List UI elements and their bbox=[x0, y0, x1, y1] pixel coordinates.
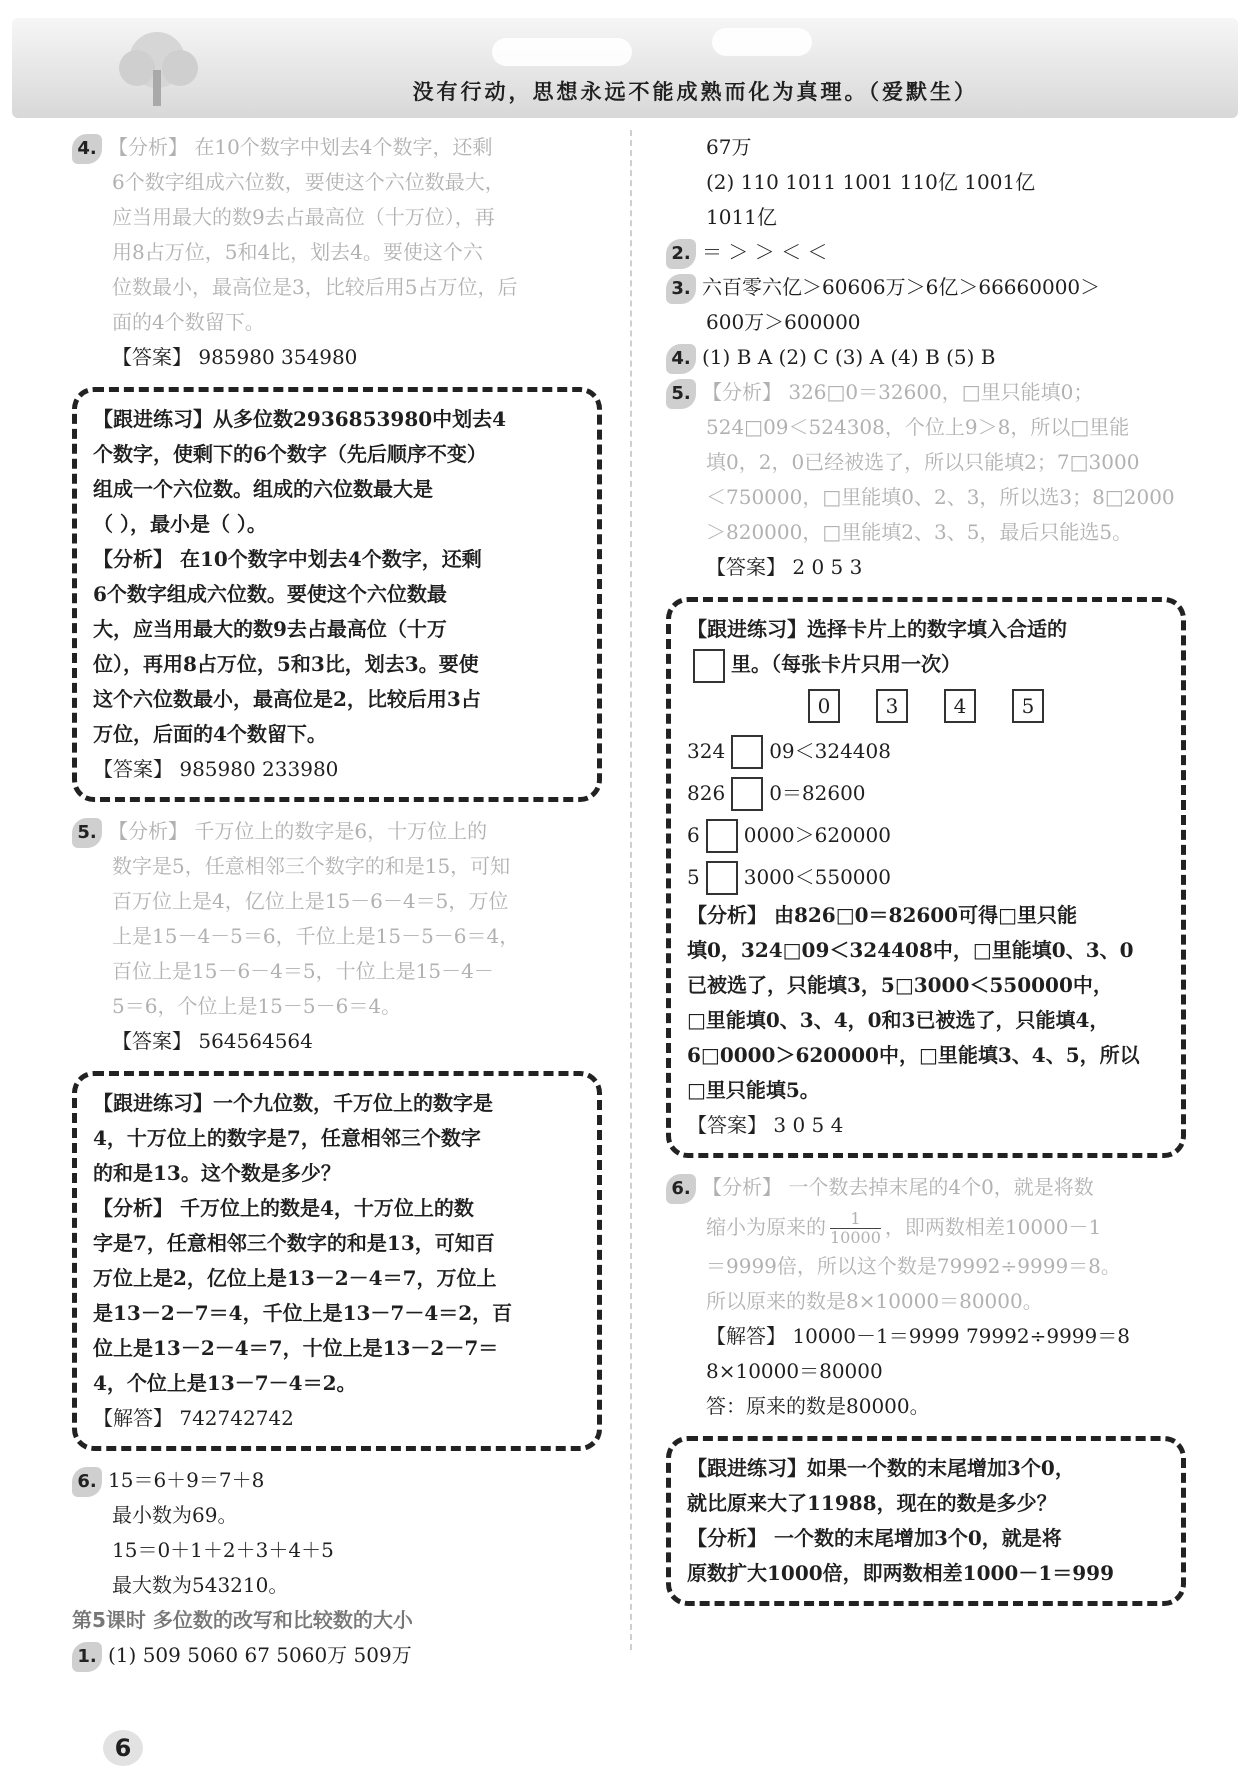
solution-line: 答：原来的数是80000。 bbox=[706, 1393, 930, 1418]
answer-line: 67万 bbox=[706, 135, 752, 159]
row-prefix: 5 bbox=[687, 864, 700, 889]
solution-line: 15＝0＋1＋2＋3＋4＋5 bbox=[112, 1538, 334, 1562]
analysis-line: 【分析】 一个数去掉末尾的4个0，就是将数 bbox=[702, 1174, 1094, 1199]
analysis-line: 万位上是2，亿位上是13－2－4＝7，万位上 bbox=[93, 1266, 497, 1290]
solution-line: 最小数为69。 bbox=[112, 1503, 238, 1527]
question-number: 6. bbox=[72, 1467, 102, 1497]
question-4-block bbox=[72, 130, 602, 375]
cloud-decoration bbox=[712, 28, 812, 56]
answer-line: 600万＞600000 bbox=[706, 310, 861, 334]
answer-line: ＝ ＞ ＞ ＜ ＜ bbox=[702, 240, 828, 264]
analysis-line: ＜750000，□里能填0、2、3，所以选3；8□2000 bbox=[706, 485, 1175, 509]
analysis-line: 用8占万位，5和4比，划去4。要使这个六 bbox=[112, 240, 483, 264]
question-number: 1. bbox=[72, 1642, 102, 1672]
practice-line: 4，十万位上的数字是7，任意相邻三个数字 bbox=[93, 1126, 481, 1150]
analysis-line: 原数扩大1000倍，即两数相差1000－1＝999 bbox=[687, 1560, 1114, 1585]
number-card: 0 bbox=[808, 689, 840, 723]
answer-line: 【答案】 985980 354980 bbox=[112, 345, 358, 369]
question-number: 4. bbox=[666, 344, 696, 374]
analysis-line: 6个数字组成六位数。要使这个六位数最 bbox=[93, 582, 447, 606]
analysis-line: 【分析】 千万位上的数字是6，十万位上的 bbox=[108, 819, 488, 843]
analysis-line: 已被选了，只能填3，5□3000＜550000中， bbox=[687, 972, 1113, 997]
analysis-line: 大，应当用最大的数9去占最高位（十万 bbox=[93, 617, 447, 641]
analysis-line: 位上是13－2－4＝7，十位上是13－2－7＝ bbox=[93, 1336, 499, 1360]
row-suffix: 09＜324408 bbox=[769, 738, 891, 763]
analysis-line: 6□0000＞620000中，□里能填3、4、5，所以 bbox=[687, 1042, 1140, 1067]
question-number: 6. bbox=[666, 1174, 696, 1204]
answer-line: 1011亿 bbox=[706, 205, 777, 229]
blank-box bbox=[731, 735, 763, 769]
right-column bbox=[666, 130, 1186, 1618]
answer-line: 【答案】 564564564 bbox=[112, 1029, 313, 1053]
answer-line: 【解答】 742742742 bbox=[93, 1406, 294, 1430]
analysis-line: 应当用最大的数9去占最高位（十万位），再 bbox=[112, 205, 495, 229]
analysis-line: ，即两数相差10000－1 bbox=[884, 1214, 1102, 1239]
practice-line: 【跟进练习】如果一个数的末尾增加3个0， bbox=[687, 1455, 1075, 1480]
practice-line: 【跟进练习】一个九位数，千万位上的数字是 bbox=[93, 1091, 493, 1115]
page-number: 6 bbox=[103, 1730, 143, 1766]
analysis-line: 4，个位上是13－7－4＝2。 bbox=[93, 1371, 357, 1395]
analysis-line: 百位上是15－6－4＝5，十位上是15－4－ bbox=[112, 959, 494, 983]
analysis-line: 【分析】 在10个数字中划去4个数字，还剩 bbox=[108, 135, 493, 159]
blank-box bbox=[706, 819, 738, 853]
analysis-line: □里只能填5。 bbox=[687, 1077, 820, 1102]
cloud-decoration bbox=[492, 38, 632, 66]
row-prefix: 826 bbox=[687, 780, 726, 805]
question-number: 5. bbox=[666, 379, 696, 409]
question-number: 2. bbox=[666, 239, 696, 269]
practice-line: 就比原来大了11988，现在的数是多少？ bbox=[687, 1490, 1057, 1515]
left-column bbox=[72, 130, 602, 1673]
analysis-line: 5＝6，个位上是15－5－6＝4。 bbox=[112, 994, 402, 1018]
question-6-block bbox=[666, 1170, 1186, 1424]
analysis-line: ＞820000，□里能填2、3、5，最后只能选5。 bbox=[706, 520, 1133, 544]
row-suffix: 0000＞620000 bbox=[743, 822, 891, 847]
answer-line: (1) B A (2) C (3) A (4) B (5) B bbox=[702, 345, 996, 369]
analysis-line: 【分析】 326□0＝32600，□里只能填0； bbox=[702, 380, 1094, 404]
answer-line: 【答案】 3 0 5 4 bbox=[687, 1112, 844, 1137]
analysis-line: 万位，后面的4个数留下。 bbox=[93, 722, 327, 746]
analysis-line: 【分析】 由826□0＝82600可得□里只能 bbox=[687, 902, 1077, 927]
practice-line: （ ），最小是（ ）。 bbox=[93, 512, 267, 536]
analysis-line: 【分析】 一个数的末尾增加3个0，就是将 bbox=[687, 1525, 1062, 1550]
solution-line: 【解答】 10000－1＝9999 79992÷9999＝8 bbox=[706, 1323, 1130, 1348]
blank-box bbox=[731, 777, 763, 811]
answer-line: 六百零六亿＞60606万＞6亿＞66660000＞ bbox=[702, 275, 1101, 299]
row-suffix: 3000＜550000 bbox=[743, 864, 891, 889]
number-card: 5 bbox=[1012, 689, 1044, 723]
practice-line: 里。（每张卡片只用一次） bbox=[731, 652, 961, 676]
analysis-line: 字是7，任意相邻三个数字的和是13，可知百 bbox=[93, 1231, 495, 1255]
analysis-line: 百万位上是4，亿位上是15－6－4＝5，万位 bbox=[112, 889, 509, 913]
header-quote: 没有行动，思想永远不能成熟而化为真理。（爱默生） bbox=[412, 80, 978, 104]
header-banner bbox=[12, 18, 1238, 118]
analysis-line: 位数最小，最高位是3，比较后用5占万位，后 bbox=[112, 275, 518, 299]
analysis-line: 6个数字组成六位数，要使这个六位数最大， bbox=[112, 170, 505, 194]
analysis-line: □里能填0、3、4，0和3已被选了，只能填4， bbox=[687, 1007, 1110, 1032]
follow-up-practice-box bbox=[72, 1071, 602, 1451]
analysis-line: 【分析】 千万位上的数是4，十万位上的数 bbox=[93, 1196, 474, 1220]
analysis-line: 这个六位数最小，最高位是2，比较后用3占 bbox=[93, 687, 481, 711]
practice-line: 个数字，使剩下的6个数字（先后顺序不变） bbox=[93, 442, 487, 466]
solution-line: 最大数为543210。 bbox=[112, 1573, 289, 1597]
answer-line: 【答案】 985980 233980 bbox=[93, 757, 339, 781]
analysis-line: 上是15－4－5＝6，千位上是15－5－6＝4， bbox=[112, 924, 520, 948]
column-divider bbox=[630, 130, 632, 1650]
practice-line: 的和是13。这个数是多少？ bbox=[93, 1161, 341, 1185]
question-number: 3. bbox=[666, 274, 696, 304]
analysis-line: 填0，2，0已经被选了，所以只能填2；7□3000 bbox=[706, 450, 1140, 474]
fraction-numerator: 1 bbox=[850, 1208, 861, 1228]
analysis-line: 524□09＜524308，个位上9＞8，所以□里能 bbox=[706, 415, 1130, 439]
tree-illustration bbox=[102, 30, 212, 110]
row-prefix: 6 bbox=[687, 822, 700, 847]
analysis-line: 是13－2－7＝4，千位上是13－7－4＝2，百 bbox=[93, 1301, 513, 1325]
analysis-line: 面的4个数留下。 bbox=[112, 310, 265, 334]
row-prefix: 324 bbox=[687, 738, 726, 763]
blank-box bbox=[706, 861, 738, 895]
practice-line: 【跟进练习】从多位数2936853980中划去4 bbox=[93, 407, 507, 431]
question-number: 5. bbox=[72, 818, 102, 848]
solution-line: 8×10000＝80000 bbox=[706, 1358, 883, 1383]
analysis-line: 【分析】 在10个数字中划去4个数字，还剩 bbox=[93, 547, 482, 571]
solution-line: 15＝6＋9＝7＋8 bbox=[108, 1468, 265, 1492]
number-card: 3 bbox=[876, 689, 908, 723]
fraction bbox=[830, 1210, 881, 1247]
follow-up-practice-box bbox=[72, 387, 602, 802]
question-number: 4. bbox=[72, 134, 102, 164]
blank-box bbox=[693, 649, 725, 683]
row-suffix: 0＝82600 bbox=[769, 780, 866, 805]
analysis-line: 数字是5，任意相邻三个数字的和是15，可知 bbox=[112, 854, 511, 878]
analysis-line: 填0，324□09＜324408中，□里能填0、3、0 bbox=[687, 937, 1134, 962]
question-5-block bbox=[72, 814, 602, 1059]
card-row bbox=[687, 689, 1165, 724]
analysis-line: 缩小为原来的 bbox=[706, 1214, 826, 1239]
fraction-denominator: 10000 bbox=[830, 1227, 881, 1247]
answer-line: 【答案】 2 0 5 3 bbox=[706, 555, 863, 579]
follow-up-practice-box bbox=[666, 597, 1186, 1158]
question-5-block bbox=[666, 375, 1186, 585]
lesson-title: 第5课时 多位数的改写和比较数的大小 bbox=[72, 1608, 413, 1632]
answer-line: (1) 509 5060 67 5060万 509万 bbox=[108, 1643, 412, 1667]
analysis-line: 位），再用8占万位，5和3比，划去3。要使 bbox=[93, 652, 479, 676]
answer-line: (2) 110 1011 1001 110亿 1001亿 bbox=[706, 170, 1036, 194]
follow-up-practice-box bbox=[666, 1436, 1186, 1606]
number-card: 4 bbox=[944, 689, 976, 723]
practice-line: 【跟进练习】选择卡片上的数字填入合适的 bbox=[687, 617, 1067, 641]
practice-line: 组成一个六位数。组成的六位数最大是 bbox=[93, 477, 433, 501]
analysis-line: ＝9999倍，所以这个数是79992÷9999＝8。 bbox=[706, 1253, 1121, 1278]
analysis-line: 所以原来的数是8×10000＝80000。 bbox=[706, 1288, 1043, 1313]
question-6-block bbox=[72, 1463, 602, 1603]
